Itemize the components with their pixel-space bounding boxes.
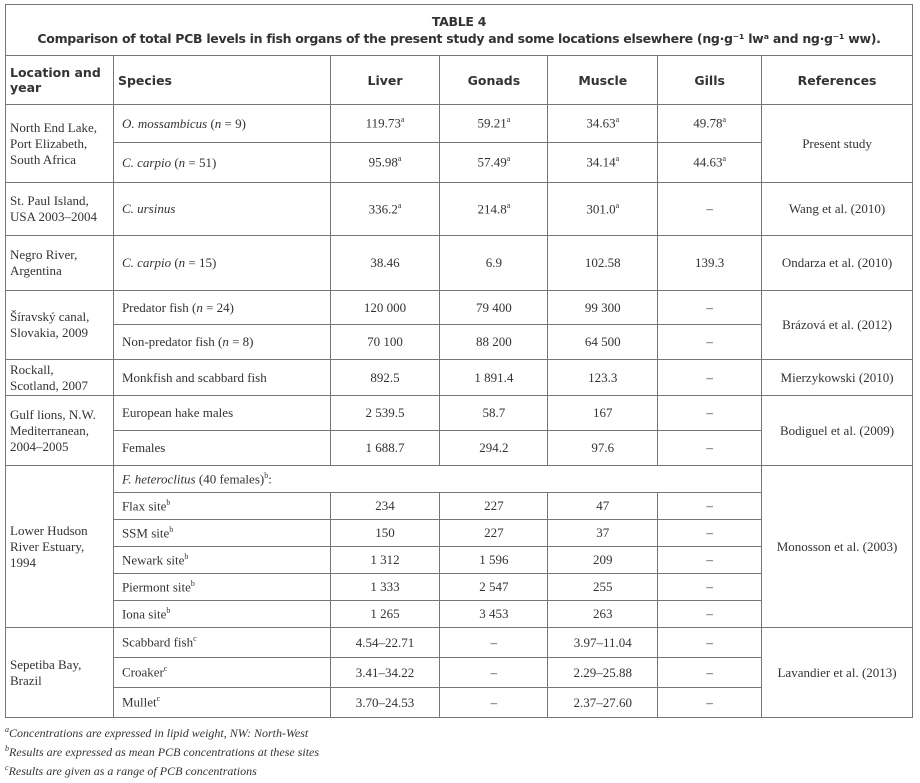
species-text-part: ( [207, 115, 215, 131]
gills-value-cell [658, 493, 762, 520]
species-cell [113, 574, 330, 601]
liver-value: 1 265 [370, 606, 400, 621]
species-text-part: Piermont site [121, 579, 191, 595]
superscript-mark: b [166, 497, 171, 507]
gonads-value: 6.9 [485, 255, 503, 270]
species-text-part: C. carpio [121, 154, 172, 170]
species-text-part: n [178, 255, 186, 270]
muscle-value-cell [548, 658, 658, 688]
gonads-value-cell [440, 628, 548, 658]
species-cell [113, 493, 330, 520]
liver-value-cell [330, 325, 440, 360]
species-cell [113, 658, 330, 688]
liver-value: 95.98 [368, 154, 398, 170]
muscle-value-cell [548, 236, 658, 291]
muscle-value-cell [548, 105, 658, 143]
reference-cell: Ondarza et al. (2010) [762, 236, 913, 291]
gonads-value-cell [440, 547, 548, 574]
gills-value: – [706, 405, 713, 420]
liver-value-cell [330, 183, 440, 236]
footnote-text: Concentrations are expressed in lipid weight, NW: North-West [9, 726, 309, 740]
muscle-value: 2.37–27.60 [573, 694, 633, 710]
superscript-mark: c [156, 694, 161, 704]
gonads-value-cell [440, 574, 548, 601]
gills-value-cell [658, 658, 762, 688]
reference-cell: Lavandier et al. (2013) [762, 628, 913, 718]
gills-value-cell [658, 431, 762, 466]
muscle-value-cell [548, 360, 658, 396]
gills-value-cell [658, 688, 762, 718]
gonads-value-cell [440, 143, 548, 183]
superscript-mark: b [264, 470, 269, 480]
gonads-value: 294.2 [479, 440, 509, 455]
species-cell [113, 688, 330, 718]
gills-value-cell [658, 291, 762, 325]
footnote-c [5, 760, 915, 779]
muscle-value-cell [548, 493, 658, 520]
species-cell [113, 236, 330, 291]
liver-value-cell [330, 658, 440, 688]
superscript-mark: a [722, 115, 727, 125]
muscle-value: 97.6 [591, 440, 615, 455]
gonads-value: 227 [484, 525, 504, 540]
species-text-part: SSM site [121, 525, 170, 541]
liver-value: 120 000 [363, 299, 407, 315]
liver-value-cell [330, 547, 440, 574]
gonads-value-cell [440, 431, 548, 466]
gonads-value-cell [440, 183, 548, 236]
liver-value: 892.5 [370, 369, 400, 385]
liver-value: 150 [375, 525, 395, 540]
location-cell: Sepetiba Bay, Brazil [6, 628, 114, 718]
liver-value-cell [330, 360, 440, 396]
species-text-part: = 8) [228, 334, 254, 349]
species-text-part: = 9) [221, 115, 246, 131]
gills-value: 49.78 [693, 115, 723, 131]
location-cell: Gulf lions, N.W. Mediterranean, 2004–2005 [6, 396, 114, 466]
gills-value: 44.63 [693, 154, 723, 170]
muscle-value: 34.14 [586, 154, 616, 170]
gills-value-cell [658, 520, 762, 547]
species-text-part: ( [171, 255, 179, 270]
gonads-value-cell [440, 291, 548, 325]
liver-value: 1 312 [370, 552, 400, 567]
gonads-value: 227 [484, 498, 504, 513]
gills-value-cell [658, 183, 762, 236]
gonads-value: 59.21 [477, 115, 507, 131]
superscript-mark: b [190, 578, 195, 588]
table-title-cell [6, 5, 913, 56]
species-text-part: ( [171, 154, 179, 170]
gonads-value-cell [440, 360, 548, 396]
superscript-mark: a [397, 200, 402, 210]
location-cell: Rockall, Scotland, 2007 [6, 360, 114, 396]
gills-value: – [706, 634, 713, 650]
gills-value: – [706, 369, 713, 385]
gills-value: – [706, 694, 713, 710]
muscle-value-cell [548, 291, 658, 325]
superscript-mark: a [506, 115, 511, 125]
liver-value-cell [330, 628, 440, 658]
gonads-value-cell [440, 493, 548, 520]
liver-value: 336.2 [368, 201, 398, 217]
liver-value: 1 688.7 [365, 440, 405, 455]
species-text-part: Non-predator fish ( [121, 334, 223, 349]
muscle-value-cell [548, 688, 658, 718]
species-cell [113, 547, 330, 574]
table-row [6, 105, 913, 143]
gonads-value-cell [440, 105, 548, 143]
muscle-value: 209 [593, 552, 613, 567]
gonads-value: 1 891.4 [474, 369, 514, 385]
muscle-value-cell [548, 574, 658, 601]
species-cell [113, 360, 330, 396]
location-cell: Šíravský canal, Slovakia, 2009 [6, 291, 114, 360]
pcb-comparison-table [5, 4, 913, 718]
muscle-value-cell [548, 628, 658, 658]
column-headers [6, 56, 913, 105]
species-cell [113, 325, 330, 360]
muscle-value: 263 [593, 606, 613, 621]
species-text-part: Newark site [121, 552, 185, 568]
species-text-part: Females [121, 440, 166, 455]
footnote-text: Results are expressed as mean PCB concentrations at these sites [9, 745, 320, 759]
muscle-value: 64 500 [584, 334, 621, 349]
muscle-value: 34.63 [586, 115, 616, 131]
liver-value-cell [330, 236, 440, 291]
liver-value-cell [330, 105, 440, 143]
superscript-mark: c [193, 634, 197, 644]
superscript-mark: b [169, 524, 174, 534]
superscript-mark: b [166, 605, 171, 615]
gills-value: – [706, 552, 713, 567]
muscle-value: 47 [596, 498, 610, 513]
gills-value-cell [658, 547, 762, 574]
species-cell [113, 143, 330, 183]
gills-value: – [706, 299, 713, 315]
gonads-value: 2 547 [479, 579, 509, 594]
gills-value-cell [658, 236, 762, 291]
gills-value-cell [658, 574, 762, 601]
reference-cell: Brázová et al. (2012) [762, 291, 913, 360]
superscript-mark: a [722, 154, 727, 164]
reference-cell: Mierzykowski (2010) [762, 360, 913, 396]
species-text-part: = 51) [185, 154, 217, 170]
gills-value-cell [658, 360, 762, 396]
table-body [6, 105, 913, 718]
species-cell [113, 628, 330, 658]
gonads-value-cell [440, 396, 548, 431]
species-text-part: = 15) [185, 255, 217, 270]
header-liver: Liver [330, 56, 440, 105]
superscript-mark: a [615, 154, 620, 164]
table-row [6, 291, 913, 325]
liver-value: 2 539.5 [365, 405, 405, 420]
footnote-mark: c [5, 763, 9, 772]
species-cell [113, 291, 330, 325]
footnotes [5, 722, 915, 779]
gonads-value: 79 400 [476, 299, 512, 315]
table-row [6, 628, 913, 658]
gonads-value: 3 453 [479, 606, 509, 621]
header-gills: Gills [658, 56, 762, 105]
reference-cell: Monosson et al. (2003) [762, 466, 913, 628]
species-cell [113, 105, 330, 143]
species-text-part: = 24) [202, 299, 234, 315]
gonads-value: – [490, 694, 498, 710]
gills-value: 139.3 [695, 255, 725, 270]
species-text-part: O. mossambicus [121, 115, 208, 131]
location-cell: North End Lake, Port Elizabeth, South Africa [6, 105, 114, 183]
table-row [6, 396, 913, 431]
superscript-mark: b [184, 551, 189, 561]
gonads-value-cell [440, 658, 548, 688]
superscript-mark: a [400, 115, 405, 125]
liver-value: 3.70–24.53 [355, 694, 415, 710]
header-location: Location and year [6, 56, 114, 105]
location-cell: Negro River, Argentina [6, 236, 114, 291]
species-text-part: F. heteroclitus [121, 471, 196, 487]
muscle-value: 301.0 [586, 201, 616, 217]
liver-value: 119.73 [365, 115, 401, 131]
reference-cell: Bodiguel et al. (2009) [762, 396, 913, 466]
species-text-part: Predator fish ( [121, 299, 197, 315]
gonads-value-cell [440, 236, 548, 291]
liver-value-cell [330, 574, 440, 601]
muscle-value: 2.29–25.88 [573, 664, 633, 680]
species-text-part: European hake males [121, 405, 234, 420]
species-cell [113, 396, 330, 431]
species-text-part: n [214, 115, 222, 131]
table-caption: Comparison of total PCB levels in fish organs of the present study and some locations elsewhere (ng·g⁻¹ lwᵃ and ng·g⁻¹ ww). [37, 31, 881, 46]
species-text-part: Mullet [121, 694, 157, 710]
gonads-value: 88 200 [476, 334, 512, 349]
gills-value: – [706, 579, 713, 594]
gills-value: – [706, 440, 713, 455]
species-text-part: (40 females) [195, 471, 265, 487]
gills-value: – [706, 664, 713, 680]
gonads-value: – [490, 664, 498, 680]
species-text-part: Scabbard fish [121, 634, 194, 650]
muscle-value: 167 [593, 405, 613, 420]
superscript-mark: a [615, 200, 620, 210]
muscle-value-cell [548, 396, 658, 431]
table-row-subheader [6, 466, 913, 493]
liver-value-cell [330, 520, 440, 547]
gills-value-cell [658, 105, 762, 143]
superscript-mark: a [397, 154, 402, 164]
muscle-value: 37 [596, 525, 610, 540]
muscle-value-cell [548, 325, 658, 360]
liver-value: 70 100 [367, 334, 403, 349]
gonads-value-cell [440, 520, 548, 547]
species-cell [113, 601, 330, 628]
location-cell: St. Paul Island, USA 2003–2004 [6, 183, 114, 236]
subheader-suffix: : [268, 471, 272, 487]
gills-value-cell [658, 396, 762, 431]
species-text-part: Monkfish and scabbard fish [121, 369, 267, 385]
table-number: TABLE 4 [431, 14, 487, 29]
gills-value: – [706, 498, 713, 513]
liver-value: 38.46 [370, 255, 400, 270]
reference-cell: Present study [762, 105, 913, 183]
gills-value: – [706, 606, 713, 621]
gonads-value-cell [440, 325, 548, 360]
gills-value-cell [658, 628, 762, 658]
species-cell [113, 183, 330, 236]
footnote-a [5, 722, 915, 741]
muscle-value: 102.58 [584, 255, 621, 270]
gonads-value-cell [440, 688, 548, 718]
species-cell [113, 431, 330, 466]
superscript-mark: a [615, 115, 620, 125]
gills-value-cell [658, 143, 762, 183]
superscript-mark: a [506, 200, 511, 210]
muscle-value-cell [548, 547, 658, 574]
table-container [5, 4, 915, 779]
footnote-b [5, 741, 915, 760]
muscle-value-cell [548, 183, 658, 236]
footnote-mark: a [5, 725, 9, 734]
species-text-part: Iona site [121, 606, 167, 622]
gonads-value: 214.8 [477, 201, 507, 217]
header-muscle: Muscle [548, 56, 658, 105]
liver-value: 1 333 [370, 579, 400, 594]
footnote-mark: b [5, 744, 9, 753]
liver-value-cell [330, 688, 440, 718]
muscle-value: 123.3 [588, 369, 618, 385]
muscle-value-cell [548, 601, 658, 628]
liver-value-cell [330, 431, 440, 466]
gonads-value: 58.7 [482, 405, 506, 420]
table-row [6, 183, 913, 236]
muscle-value-cell [548, 520, 658, 547]
species-cell [113, 520, 330, 547]
liver-value: 4.54–22.71 [355, 634, 415, 650]
species-subheader-cell [113, 466, 761, 493]
header-species: Species [113, 56, 330, 105]
gills-value-cell [658, 601, 762, 628]
muscle-value-cell [548, 431, 658, 466]
reference-cell: Wang et al. (2010) [762, 183, 913, 236]
gonads-value: 57.49 [477, 154, 507, 170]
location-cell: Lower Hudson River Estuary, 1994 [6, 466, 114, 628]
footnote-text: Results are given as a range of PCB concentrations [8, 764, 257, 778]
liver-value-cell [330, 143, 440, 183]
superscript-mark: c [163, 664, 168, 674]
species-text-part: Flax site [121, 498, 167, 514]
table-row [6, 360, 913, 396]
muscle-value-cell [548, 143, 658, 183]
liver-value: 234 [375, 498, 395, 513]
gills-value: – [706, 525, 713, 540]
gonads-value: – [490, 634, 498, 650]
liver-value-cell [330, 291, 440, 325]
gills-value: – [706, 334, 713, 349]
table-row [6, 236, 913, 291]
species-text-part: Croaker [121, 664, 164, 680]
liver-value-cell [330, 601, 440, 628]
header-gonads: Gonads [440, 56, 548, 105]
header-references: References [762, 56, 913, 105]
muscle-value: 255 [593, 579, 613, 594]
muscle-value: 3.97–11.04 [573, 634, 632, 650]
gonads-value: 1 596 [479, 552, 509, 567]
liver-value-cell [330, 396, 440, 431]
muscle-value: 99 300 [584, 299, 621, 315]
species-text-part: C. carpio [121, 255, 172, 270]
gills-value: – [706, 201, 713, 216]
species-text-part: n [178, 154, 186, 170]
superscript-mark: a [506, 154, 511, 164]
gonads-value-cell [440, 601, 548, 628]
liver-value: 3.41–34.22 [355, 664, 415, 680]
gills-value-cell [658, 325, 762, 360]
species-text-part: n [196, 299, 203, 315]
species-text-part: C. ursinus [121, 201, 176, 216]
liver-value-cell [330, 493, 440, 520]
species-text-part: n [222, 334, 229, 349]
